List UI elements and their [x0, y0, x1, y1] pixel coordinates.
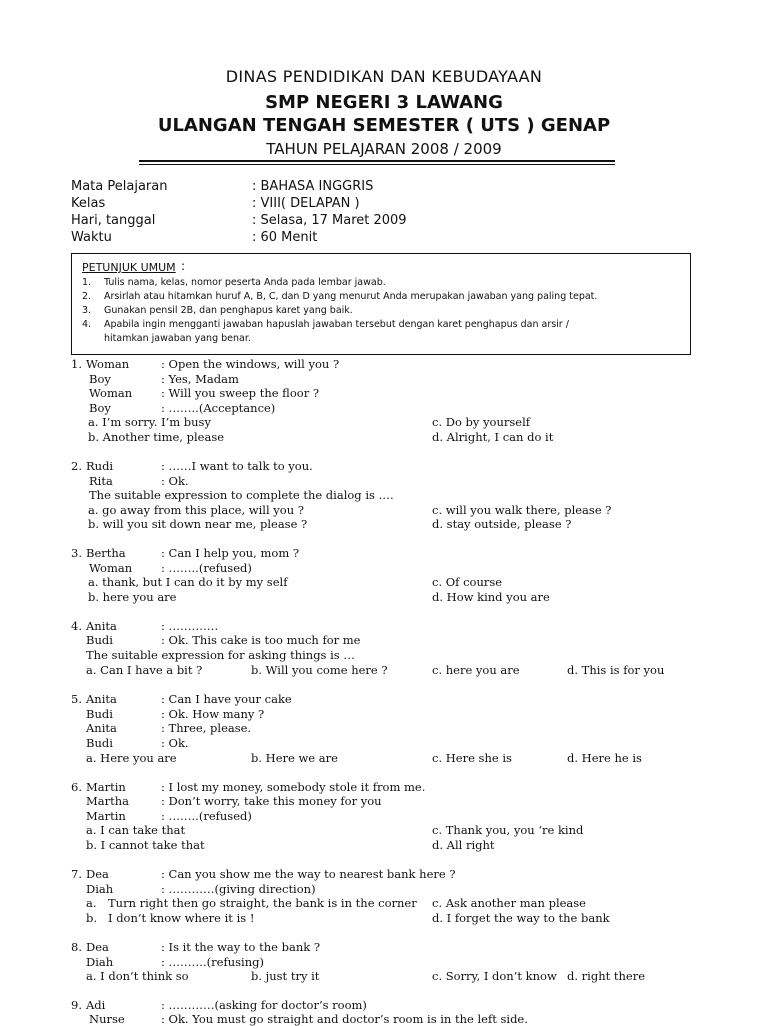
- info-label-class: Kelas: [71, 196, 106, 211]
- dialog-line: : ……..(Acceptance): [161, 401, 276, 415]
- dialog-line: : Ok.: [161, 474, 189, 488]
- option-d: d. This is for you: [567, 663, 665, 677]
- dialog-speaker: Boy: [89, 401, 111, 415]
- question-number: 2.: [71, 459, 82, 473]
- dialog-speaker: Diah: [86, 955, 114, 969]
- option-c: c. Of course: [432, 575, 503, 589]
- dialog-speaker: Woman: [86, 357, 130, 371]
- dialog-speaker: Dea: [86, 940, 109, 954]
- info-label-time: Waktu: [71, 230, 112, 245]
- question-number: 4.: [71, 619, 82, 633]
- dialog-speaker: Diah: [86, 882, 114, 896]
- option-a: a. Can I have a bit ?: [86, 663, 203, 677]
- option-b: b. Another time, please: [88, 430, 225, 444]
- option-b-label: b.: [86, 911, 98, 925]
- question-number: 5.: [71, 692, 82, 706]
- dialog-speaker: Martin: [86, 809, 126, 823]
- option-b: b. will you sit down near me, please ?: [88, 517, 308, 531]
- info-value-subject: : BAHASA INGGRIS: [252, 179, 374, 194]
- header-divider-thin: [139, 164, 615, 165]
- dialog-speaker: Nurse: [89, 1012, 125, 1026]
- instruction-num: 3.: [82, 305, 92, 316]
- info-value-time: : 60 Menit: [252, 230, 318, 245]
- dialog-line: : Three, please.: [161, 721, 252, 735]
- option-a: a. go away from this place, will you ?: [88, 503, 304, 517]
- option-b: b. just try it: [251, 969, 320, 983]
- dialog-line: : ……I want to talk to you.: [161, 459, 313, 473]
- dialog-line: : Can I help you, mom ?: [161, 546, 300, 560]
- dialog-speaker: Woman: [89, 386, 133, 400]
- agency-title: DINAS PENDIDIKAN DAN KEBUDAYAAN: [225, 67, 543, 86]
- question-stem: The suitable expression to complete the dialog is ….: [89, 488, 394, 502]
- option-b: b. Will you come here ?: [251, 663, 388, 677]
- option-d: d. right there: [567, 969, 646, 983]
- option-c: c. will you walk there, please ?: [432, 503, 612, 517]
- instruction-text: Gunakan pensil 2B, dan penghapus karet yang baik.: [104, 305, 353, 316]
- dialog-speaker: Martin: [86, 780, 126, 794]
- question-number: 6.: [71, 780, 82, 794]
- option-a: a. I don’t think so: [86, 969, 189, 983]
- dialog-line: : Open the windows, will you ?: [161, 357, 340, 371]
- dialog-speaker: Budi: [86, 707, 113, 721]
- dialog-speaker: Anita: [86, 692, 117, 706]
- header-divider-thick: [139, 160, 615, 162]
- dialog-speaker: Anita: [86, 619, 117, 633]
- dialog-line: : …………(asking for doctor’s room): [161, 998, 367, 1012]
- option-b: I don’t know where it is !: [108, 911, 255, 925]
- option-d: d. All right: [432, 838, 495, 852]
- dialog-line: : Ok.: [161, 736, 189, 750]
- option-c: c. Sorry, I don’t know: [432, 969, 557, 983]
- option-c: c. Here she is: [432, 751, 512, 765]
- info-label-date: Hari, tanggal: [71, 213, 156, 228]
- question-number: 7.: [71, 867, 82, 881]
- dialog-line: : Don’t worry, take this money for you: [161, 794, 382, 808]
- dialog-line: : ……….(refusing): [161, 955, 264, 969]
- dialog-line: : Ok. How many ?: [161, 707, 265, 721]
- instruction-num: 1.: [82, 277, 92, 288]
- info-value-date: : Selasa, 17 Maret 2009: [252, 213, 407, 228]
- option-a: a. I’m sorry. I’m busy: [88, 415, 211, 429]
- academic-year: TAHUN PELAJARAN 2008 / 2009: [266, 140, 502, 158]
- dialog-speaker: Budi: [86, 633, 113, 647]
- dialog-speaker: Woman: [89, 561, 133, 575]
- option-a: a. thank, but I can do it by my self: [88, 575, 288, 589]
- dialog-line: : Can you show me the way to nearest bank here ?: [161, 867, 456, 881]
- option-c: c. Do by yourself: [432, 415, 531, 429]
- instruction-text: Tulis nama, kelas, nomor peserta Anda pada lembar jawab.: [104, 277, 386, 288]
- instruction-text: Arsirlah atau hitamkan huruf A, B, C, dan D yang menurut Anda merupakan jawaban yang paling tepat.: [104, 291, 598, 302]
- dialog-speaker: Budi: [86, 736, 113, 750]
- dialog-line: : Ok. You must go straight and doctor’s room is in the left side.: [161, 1012, 528, 1026]
- option-d: d. stay outside, please ?: [432, 517, 572, 531]
- option-b: b. I cannot take that: [86, 838, 205, 852]
- option-b: b. here you are: [88, 590, 177, 604]
- dialog-line: : …………(giving direction): [161, 882, 316, 896]
- option-c: c. here you are: [432, 663, 520, 677]
- dialog-speaker: Rudi: [86, 459, 114, 473]
- instructions-title: PETUNJUK UMUM: [82, 261, 176, 274]
- exam-title: ULANGAN TENGAH SEMESTER ( UTS ) GENAP: [157, 115, 611, 136]
- dialog-speaker: Anita: [86, 721, 117, 735]
- option-a: a. Here you are: [86, 751, 177, 765]
- instructions-title-colon: :: [181, 259, 186, 273]
- instruction-num: 4.: [82, 319, 92, 330]
- dialog-line: : ……..(refused): [161, 561, 252, 575]
- dialog-line: : ……..(refused): [161, 809, 252, 823]
- info-label-subject: Mata Pelajaran: [71, 179, 168, 194]
- option-c: c. Ask another man please: [432, 896, 586, 910]
- option-d: d. Here he is: [567, 751, 642, 765]
- dialog-speaker: Adi: [86, 998, 106, 1012]
- dialog-line: : Is it the way to the bank ?: [161, 940, 321, 954]
- option-a: Turn right then go straight, the bank is in the corner: [108, 896, 417, 910]
- dialog-speaker: Dea: [86, 867, 109, 881]
- option-a-label: a.: [86, 896, 97, 910]
- question-number: 9.: [71, 998, 82, 1012]
- dialog-speaker: Bertha: [86, 546, 126, 560]
- question-stem: The suitable expression for asking things is …: [86, 648, 355, 662]
- dialog-line: : I lost my money, somebody stole it from me.: [161, 780, 426, 794]
- dialog-line: : Can I have your cake: [161, 692, 292, 706]
- dialog-line: : Ok. This cake is too much for me: [161, 633, 361, 647]
- dialog-speaker: Boy: [89, 372, 111, 386]
- dialog-line: : Yes, Madam: [161, 372, 239, 386]
- dialog-speaker: Martha: [86, 794, 130, 808]
- school-name: SMP NEGERI 3 LAWANG: [265, 92, 503, 113]
- instruction-text-continued: hitamkan jawaban yang benar.: [104, 333, 251, 344]
- option-c: c. Thank you, you ‘re kind: [432, 823, 584, 837]
- option-b: b. Here we are: [251, 751, 338, 765]
- dialog-speaker: Rita: [89, 474, 113, 488]
- question-number: 1.: [71, 357, 82, 371]
- question-number: 8.: [71, 940, 82, 954]
- option-a: a. I can take that: [86, 823, 186, 837]
- instruction-num: 2.: [82, 291, 92, 302]
- option-d: d. Alright, I can do it: [432, 430, 554, 444]
- instruction-text: Apabila ingin mengganti jawaban hapuslah jawaban tersebut dengan karet penghapus dan arsir /: [104, 319, 569, 330]
- info-value-class: : VIII( DELAPAN ): [252, 196, 360, 211]
- dialog-line: : Will you sweep the floor ?: [161, 386, 320, 400]
- option-d: d. How kind you are: [432, 590, 550, 604]
- dialog-line: : ………….: [161, 619, 219, 633]
- option-d: d. I forget the way to the bank: [432, 911, 610, 925]
- question-number: 3.: [71, 546, 82, 560]
